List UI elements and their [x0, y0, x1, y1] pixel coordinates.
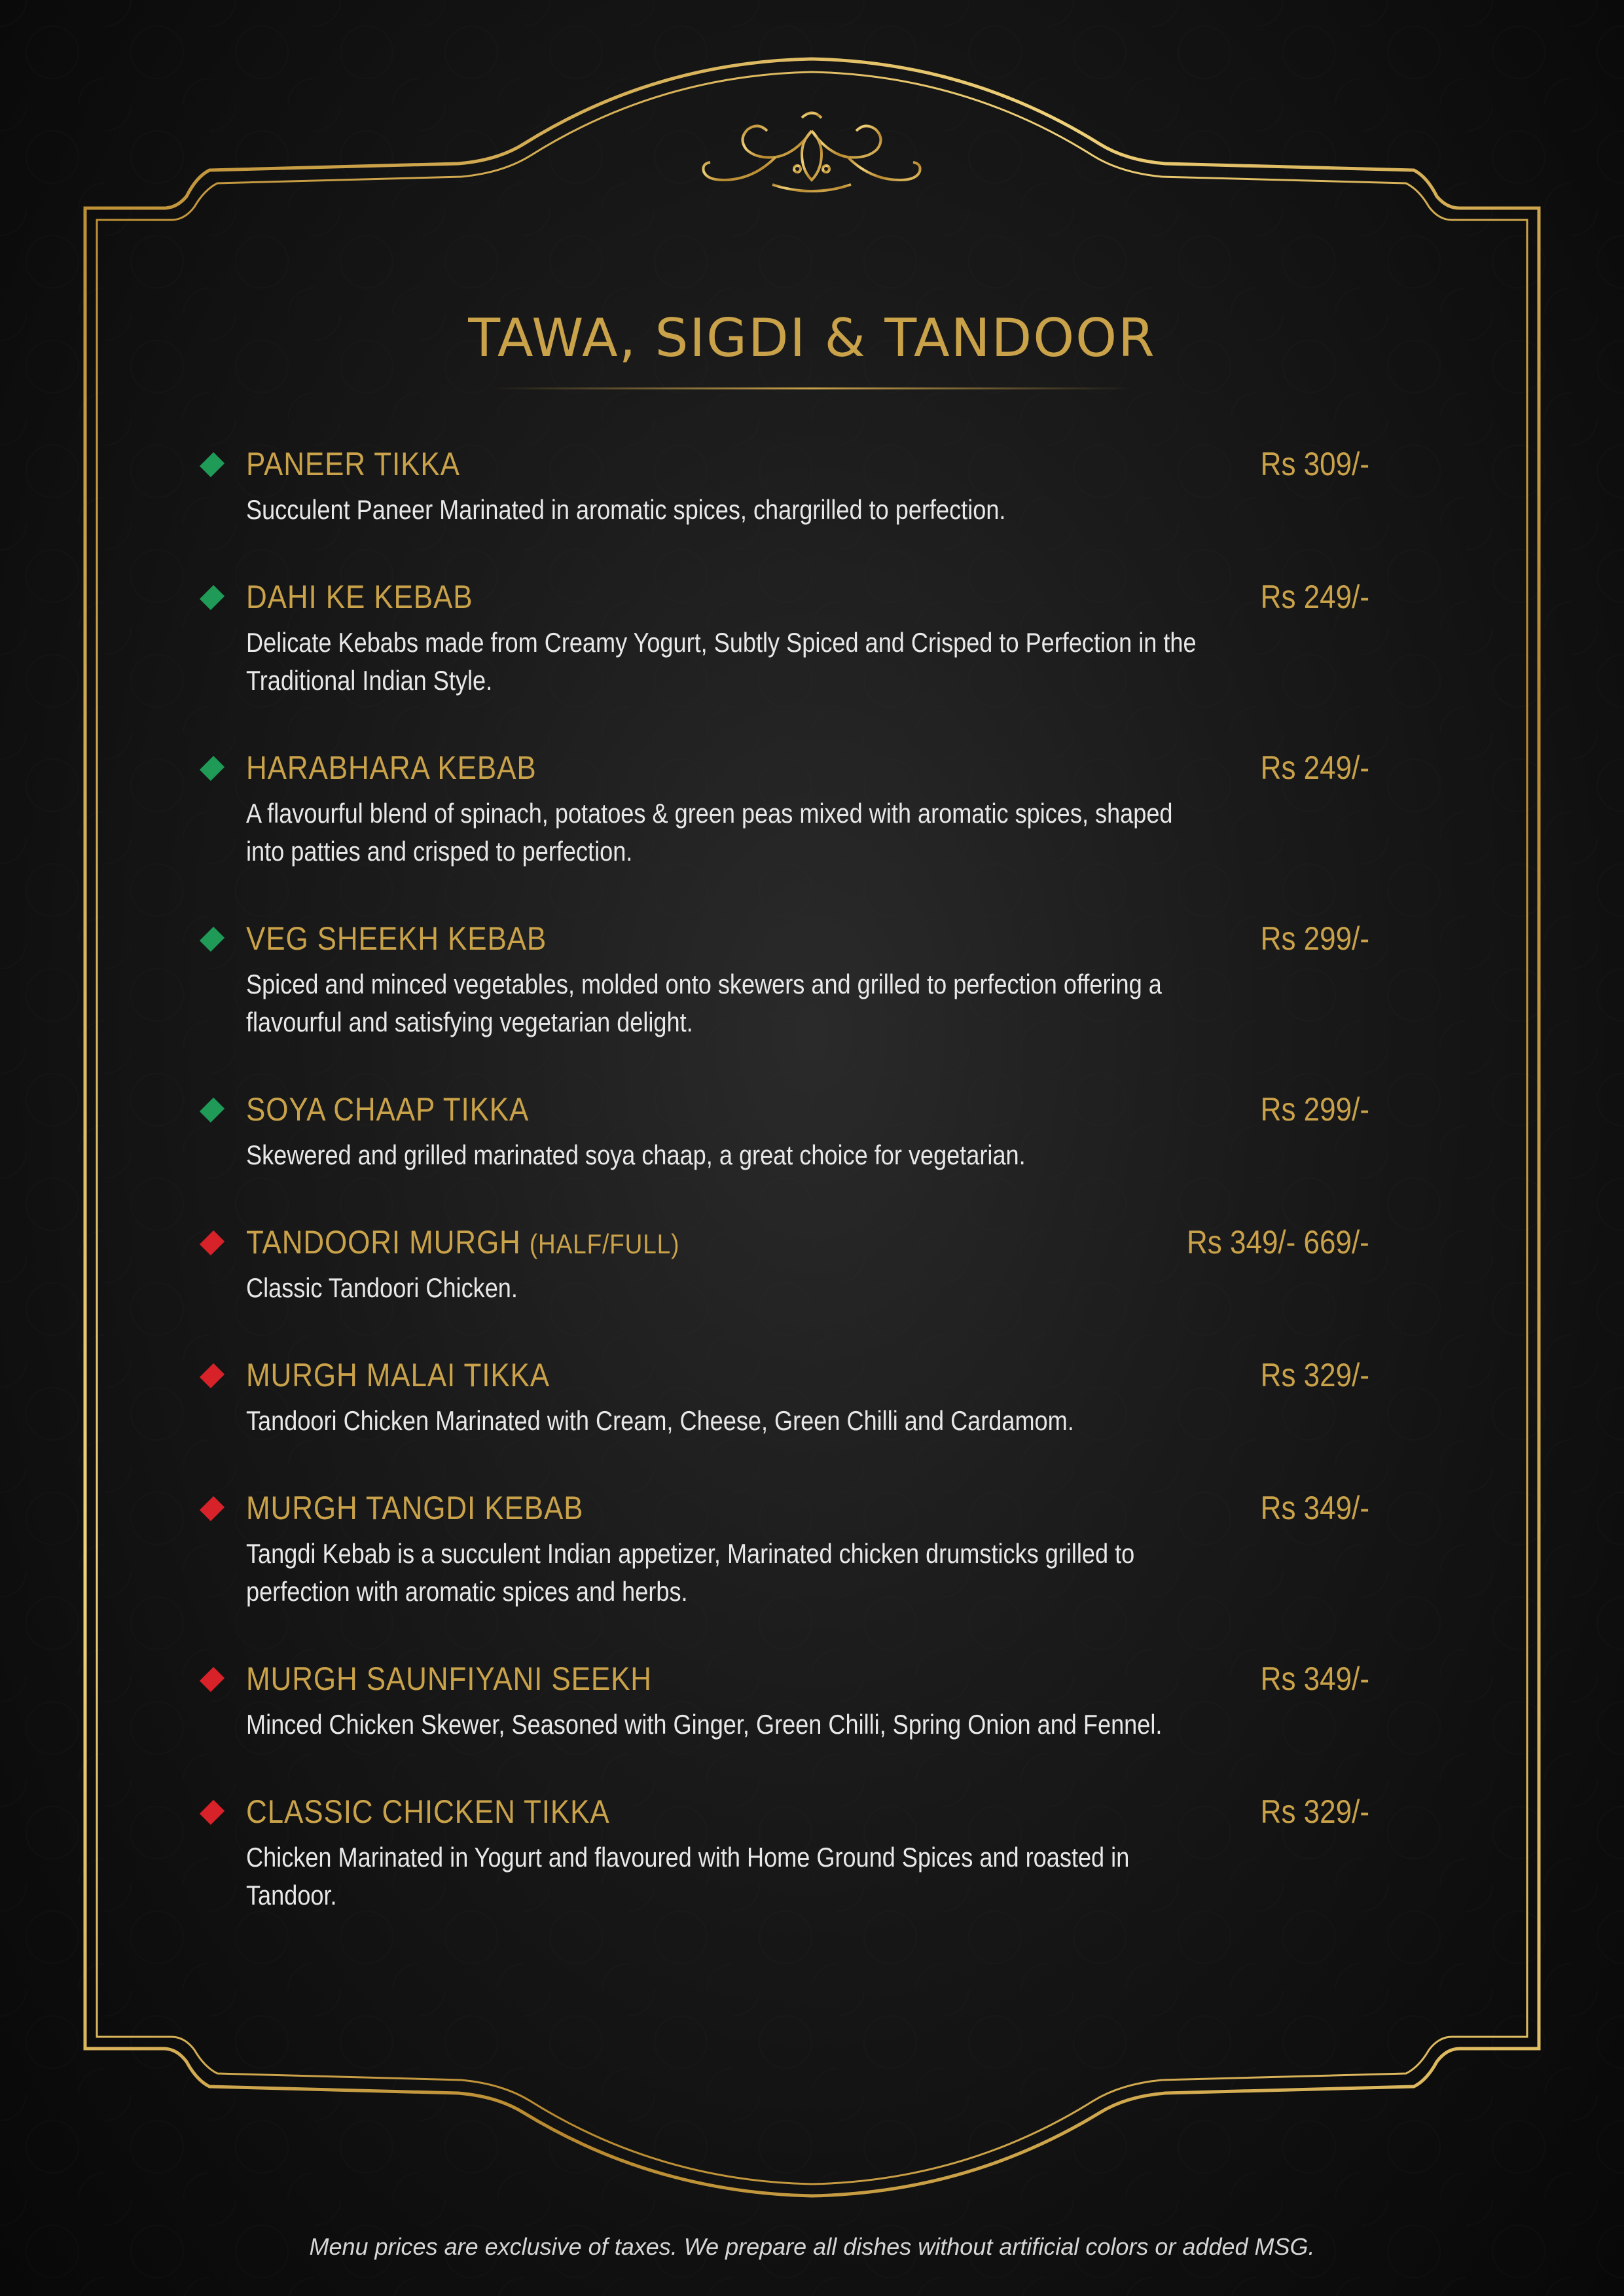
menu-item	[204, 1660, 1369, 1744]
item-description: Delicate Kebabs made from Creamy Yogurt, Subtly Spiced and Crisped to Perfection in the Traditional Indian Style.	[246, 627, 1197, 696]
item-name: DAHI KE KEBAB	[246, 579, 473, 615]
item-price: Rs 299/-	[1260, 920, 1369, 957]
item-price: Rs 349/- 669/-	[1187, 1224, 1369, 1261]
item-portion-note: (HALF/FULL)	[529, 1229, 680, 1259]
item-price: Rs 299/-	[1260, 1091, 1369, 1128]
item-price: Rs 309/-	[1260, 446, 1369, 482]
item-name: VEG SHEEKH KEBAB	[246, 920, 547, 957]
item-description: Succulent Paneer Marinated in aromatic spices, chargrilled to perfection.	[246, 494, 1006, 525]
title-divider	[491, 387, 1132, 389]
item-description: Spiced and minced vegetables, molded onto skewers and grilled to perfection offering a flavourful and satisfying vegetarian delight.	[246, 969, 1162, 1037]
item-description: A flavourful blend of spinach, potatoes & green peas mixed with aromatic spices, shaped into patties and crisped to perfection.	[246, 798, 1173, 867]
menu-item	[204, 1090, 1369, 1174]
menu-item	[204, 445, 1369, 529]
item-price: Rs 249/-	[1260, 749, 1369, 786]
item-price: Rs 349/-	[1260, 1660, 1369, 1697]
item-description: Tandoori Chicken Marinated with Cream, Cheese, Green Chilli and Cardamom.	[246, 1405, 1074, 1436]
item-name: MURGH SAUNFIYANI SEEKH	[246, 1660, 652, 1697]
item-name: HARABHARA KEBAB	[246, 749, 537, 786]
item-description: Skewered and grilled marinated soya chaap, a great choice for vegetarian.	[246, 1139, 1026, 1170]
menu-item	[204, 1223, 1369, 1307]
menu-item	[204, 920, 1369, 1041]
item-price: Rs 329/-	[1260, 1793, 1369, 1830]
menu-item	[204, 1793, 1369, 1914]
item-description: Tangdi Kebab is a succulent Indian appetizer, Marinated chicken drumsticks grilled to perfection with aromatic spices and herbs.	[246, 1538, 1135, 1607]
item-name: TANDOORI MURGH (HALF/FULL)	[246, 1224, 680, 1261]
item-price: Rs 329/-	[1260, 1357, 1369, 1393]
menu-item	[204, 749, 1369, 870]
item-description: Minced Chicken Skewer, Seasoned with Ginger, Green Chilli, Spring Onion and Fennel.	[246, 1709, 1163, 1740]
item-description: Classic Tandoori Chicken.	[246, 1272, 518, 1303]
item-name: PANEER TIKKA	[246, 446, 460, 482]
item-name: MURGH MALAI TIKKA	[246, 1357, 550, 1393]
item-name: SOYA CHAAP TIKKA	[246, 1091, 530, 1128]
menu-item	[204, 1356, 1369, 1440]
footer-note: Menu prices are exclusive of taxes. We prepare all dishes without artificial colors or added MSG.	[309, 2233, 1315, 2260]
flourish-ornament	[703, 113, 920, 192]
menu-item	[204, 1489, 1369, 1611]
page-title: TAWA, SIGDI & TANDOOR	[468, 308, 1156, 368]
item-price: Rs 349/-	[1260, 1490, 1369, 1526]
item-price: Rs 249/-	[1260, 579, 1369, 615]
item-description: Chicken Marinated in Yogurt and flavoured with Home Ground Spices and roasted in Tandoor.	[246, 1842, 1130, 1910]
item-name: MURGH TANGDI KEBAB	[246, 1490, 584, 1526]
item-name: CLASSIC CHICKEN TIKKA	[246, 1793, 610, 1830]
menu-item	[204, 578, 1369, 700]
